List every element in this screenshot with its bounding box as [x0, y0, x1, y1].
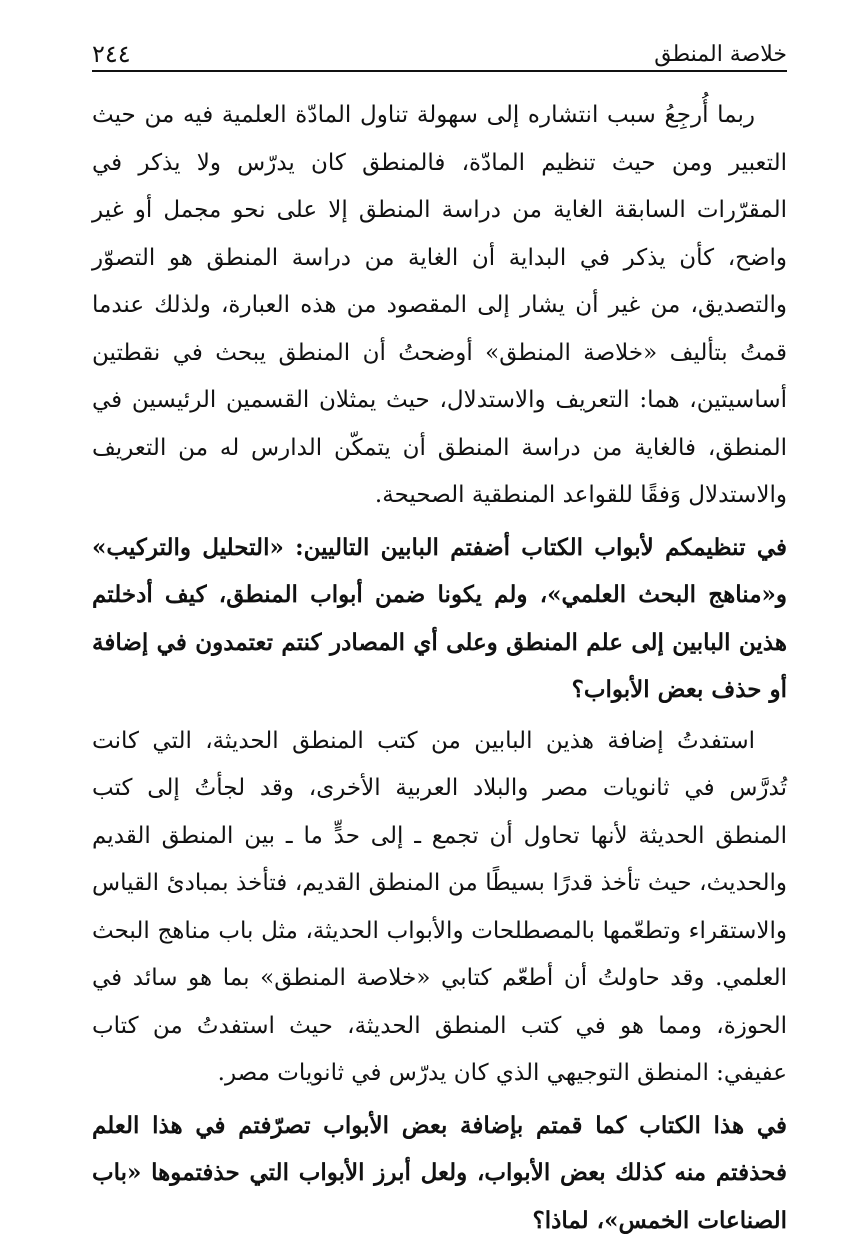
answer-paragraph: ربما أُرجِعُ سبب انتشاره إلى سهولة تناول المادّة العلمية فيه من حيث التعبير ومن حيث تنظيم المادّة، فالمنطق كان يدرّس ولا يذكر في المقرّرات السابقة الغاية من دراسة المنطق إلا على نحو مجمل أو غير واضح، كأن يذكر في البداية أن الغاية من دراسة المنطق هو التصوّر والتصديق، من غير أن يشار إلى المقصود من هذه العبارة، ولذلك عندما قمتُ بتأليف «خلاصة المنطق» أوضحتُ أن المنطق يبحث في نقطتين أساسيتين، هما: التعريف والاستدلال، حيث يمثلان القسمين الرئيسين في المنطق، فالغاية من دراسة المنطق أن يتمكّن الدارس له من التعريف والاستدلال وَفقًا للقواعد المنطقية الصحيحة. [92, 102, 788, 508]
answer-paragraph: استفدتُ إضافة هذين البابين من كتب المنطق الحديثة، التي كانت تُدرَّس في ثانويات مصر والبلاد العربية الأخرى، وقد لجأتُ إلى كتب المنطق الحديثة لأنها تحاول أن تجمع ـ إلى حدٍّ ما ـ بين المنطق القديم والحديث، حيث تأخذ قدرًا بسيطًا من المنطق القديم، فتأخذ بمبادئ القياس والاستقراء وتطعّمها بالمصطلحات والأبواب الحديثة، مثل باب مناهج البحث العلمي. وقد حاولتُ أن أطعّم كتابي «خلاصة المنطق» بما هو سائد في الحوزة، ومما هو في كتب المنطق الحديثة، حيث استفدتُ من كتاب عفيفي: المنطق التوجيهي الذي كان يدرّس في ثانويات مصر. [92, 727, 787, 1086]
question-paragraph: في تنظيمكم لأبواب الكتاب أضفتم البابين التاليين: «التحليل والتركيب» و«مناهج البحث العلمي»، ولم يكونا ضمن أبواب المنطق، كيف أدخلتم هذين البابين إلى علم المنطق وعلى أي المصادر كنتم تعتمدون في إضافة أو حذف بعض الأبواب؟ [92, 533, 787, 703]
page-number: ٢٤٤ [92, 40, 131, 68]
page-body [92, 92, 787, 1248]
running-title: خلاصة المنطق [654, 42, 787, 67]
page-header [92, 30, 787, 72]
question-paragraph: في هذا الكتاب كما قمتم بإضافة بعض الأبواب تصرّفتم في هذا العلم فحذفتم منه كذلك بعض الأبواب، ولعل أبرز الأبواب التي حذفتموها «باب الصناعات الخمس»، لماذا؟ [92, 1111, 787, 1234]
